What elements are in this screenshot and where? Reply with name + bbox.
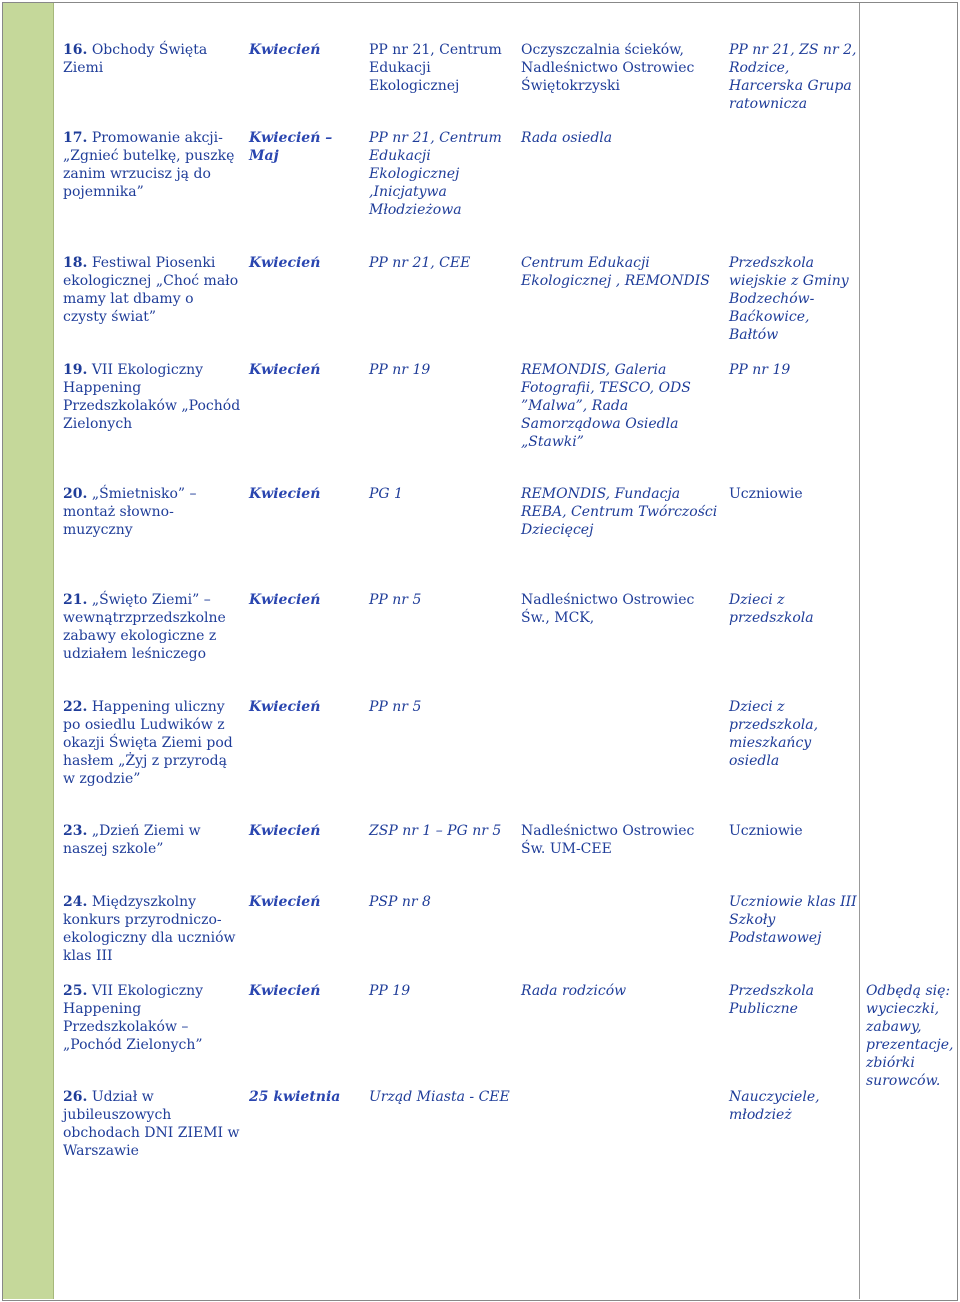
- row-19-event: 19. VII Ekologiczny Happening Przedszkolaków „Pochód Zielonych: [63, 362, 241, 432]
- row-16-participants: PP nr 21, ZS nr 2, Rodzice, Harcerska Grupa ratownicza: [729, 42, 857, 112]
- row-24-participants: Uczniowie klas III Szkoły Podstawowej: [729, 894, 857, 946]
- row-23-event: 23. „Dzień Ziemi w naszej szkole”: [63, 823, 201, 857]
- row-21-date: Kwiecień: [249, 592, 321, 608]
- row-21-organizer: PP nr 5: [369, 592, 422, 608]
- row-18-partners: Centrum Edukacji Ekologicznej , REMONDIS: [521, 255, 710, 289]
- row-20-partners: REMONDIS, Fundacja REBA, Centrum Twórczości Dziecięcej: [521, 486, 718, 538]
- row-26-participants: Nauczyciele, młodzież: [729, 1089, 820, 1123]
- row-26-organizer: Urząd Miasta - CEE: [369, 1089, 510, 1105]
- row-19-date: Kwiecień: [249, 362, 321, 378]
- row-16-date: Kwiecień: [249, 42, 321, 58]
- row-20-participants: Uczniowie: [729, 486, 803, 502]
- row-21-participants: Dzieci z przedszkola: [729, 592, 814, 626]
- row-17-partners: Rada osiedla: [521, 130, 613, 146]
- row-18-organizer: PP nr 21, CEE: [369, 255, 471, 271]
- row-19-participants: PP nr 19: [729, 362, 791, 378]
- row-25-event: 25. VII Ekologiczny Happening Przedszkolaków – „Pochód Zielonych”: [63, 983, 204, 1053]
- row-25-organizer: PP 19: [369, 983, 411, 999]
- row-21-event: 21. „Święto Ziemi” – wewnątrzprzedszkolne zabawy ekologiczne z udziałem leśniczego: [63, 592, 226, 662]
- row-18-date: Kwiecień: [249, 255, 321, 271]
- column-divider: [859, 3, 860, 1299]
- row-24-date: Kwiecień: [249, 894, 321, 910]
- row-21-partners: Nadleśnictwo Ostrowiec Św., MCK,: [521, 592, 695, 626]
- green-side-column: [3, 3, 54, 1299]
- row-17-date: Kwiecień – Maj: [249, 130, 333, 164]
- row-16-organizer: PP nr 21, Centrum Edukacji Ekologicznej: [369, 42, 502, 94]
- row-25-date: Kwiecień: [249, 983, 321, 999]
- row-20-organizer: PG 1: [369, 486, 403, 502]
- row-22-participants: Dzieci z przedszkola, mieszkańcy osiedla: [729, 699, 819, 769]
- row-22-event: 22. Happening uliczny po osiedlu Ludwików z okazji Święta Ziemi pod hasłem „Żyj z przyrodą w zgodzie”: [63, 699, 233, 787]
- row-24-event: 24. Międzyszkolny konkurs przyrodniczo-ekologiczny dla uczniów klas III: [63, 894, 236, 964]
- row-19-organizer: PP nr 19: [369, 362, 431, 378]
- row-22-organizer: PP nr 5: [369, 699, 422, 715]
- row-25-note: Odbędą się: wycieczki, zabawy, prezentacje, zbiórki surowców.: [866, 983, 954, 1089]
- row-26-date: 25 kwietnia: [249, 1089, 341, 1105]
- row-25-partners: Rada rodziców: [521, 983, 627, 999]
- row-25-participants: Przedszkola Publiczne: [729, 983, 815, 1017]
- row-17-event: 17. Promowanie akcji- „Zgnieć butelkę, puszkę zanim wrzucisz ją do pojemnika”: [63, 130, 235, 200]
- row-23-date: Kwiecień: [249, 823, 321, 839]
- row-20-date: Kwiecień: [249, 486, 321, 502]
- row-18-participants: Przedszkola wiejskie z Gminy Bodzechów- Baćkowice, Bałtów: [729, 255, 849, 343]
- row-23-partners: Nadleśnictwo Ostrowiec Św. UM-CEE: [521, 823, 695, 857]
- row-20-event: 20. „Śmietnisko” – montaż słowno-muzyczny: [63, 486, 197, 538]
- row-23-organizer: ZSP nr 1 – PG nr 5: [369, 823, 502, 839]
- row-17-organizer: PP nr 21, Centrum Edukacji Ekologicznej ,Inicjatywa Młodzieżowa: [369, 130, 502, 218]
- row-22-date: Kwiecień: [249, 699, 321, 715]
- row-26-event: 26. Udział w jubileuszowych obchodach DNI ZIEMI w Warszawie: [63, 1089, 240, 1159]
- row-23-participants: Uczniowie: [729, 823, 803, 839]
- row-24-organizer: PSP nr 8: [369, 894, 431, 910]
- row-19-partners: REMONDIS, Galeria Fotografii, TESCO, ODS ”Malwa”, Rada Samorządowa Osiedla „Stawki”: [521, 362, 691, 450]
- row-16-partners: Oczyszczalnia ścieków, Nadleśnictwo Ostrowiec Świętokrzyski: [521, 42, 695, 94]
- row-18-event: 18. Festiwal Piosenki ekologicznej „Choć mało mamy lat dbamy o czysty świat”: [63, 255, 239, 325]
- row-16-event: 16. Obchody Święta Ziemi: [63, 42, 208, 76]
